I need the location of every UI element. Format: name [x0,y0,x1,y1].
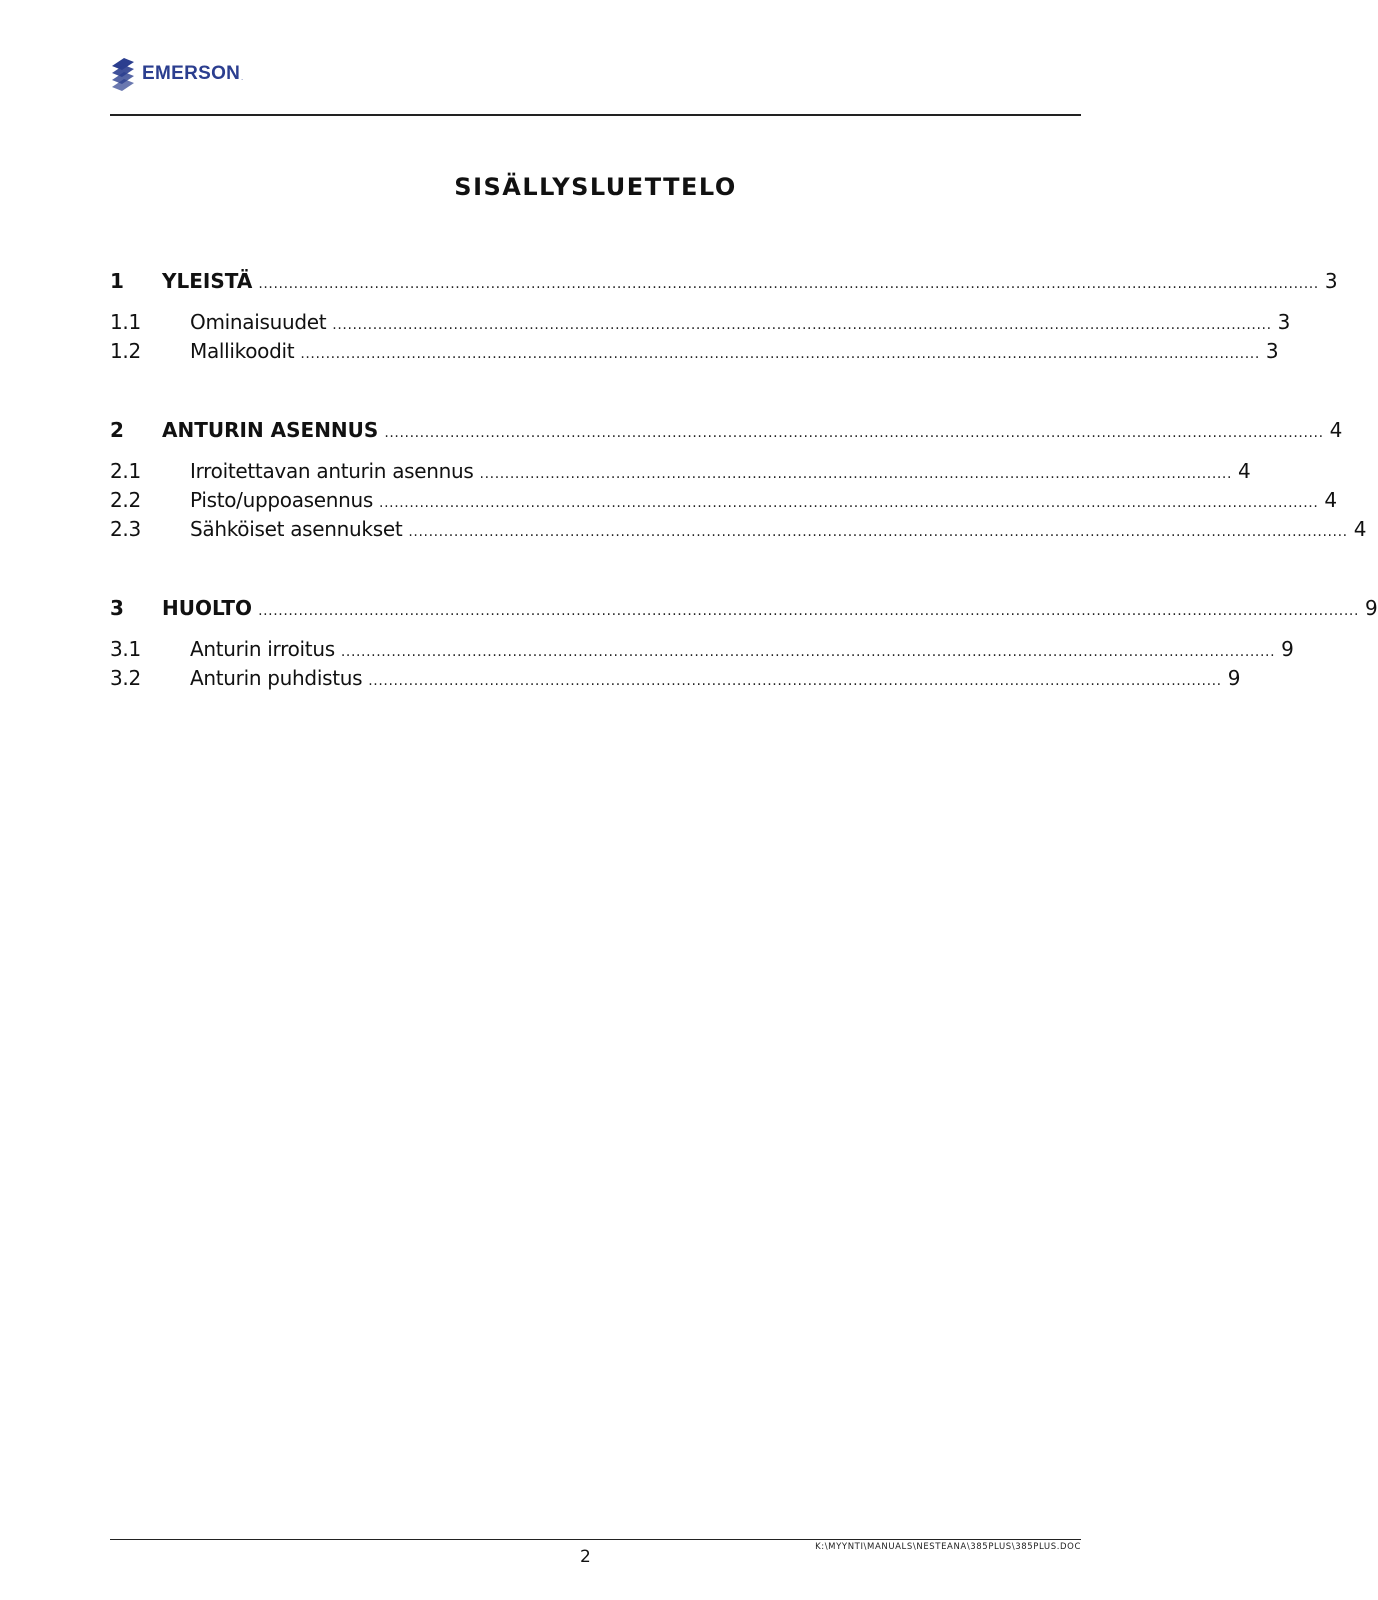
toc-page: 9 [1227,666,1241,690]
logo-trademark: . [241,75,244,82]
toc-entry[interactable] [110,268,1338,297]
toc-page: 3 [1277,310,1291,334]
toc-page: 9 [1281,637,1294,661]
toc-label: ANTURIN ASENNUS [162,418,379,442]
toc-subentry[interactable] [110,665,1241,694]
footer-file-path: K:\MYYNTI\MANUALS\NESTEANA\385PLUS\385PLUS.DOC [815,1542,1081,1552]
toc-label: Mallikoodit [190,339,295,363]
toc-number: 1.1 [110,310,141,334]
toc-page: 3 [1324,269,1338,293]
toc-subentry[interactable] [110,636,1294,665]
emerson-logo-icon [110,56,136,92]
toc-leader: ......................................................................................................................................................................... [368,673,1222,689]
toc-label: Irroitettavan anturin asennus [190,459,474,483]
logo-wordmark: EMERSON [142,63,241,84]
toc-page: 4 [1324,488,1337,512]
toc-page: 9 [1365,596,1378,620]
toc-subentry[interactable] [110,487,1337,516]
toc-number: 2.3 [110,517,141,541]
toc-section-3 [110,595,1378,694]
toc-page: 4 [1329,418,1343,442]
toc-leader: .................................................................................................................................................................................................................. [258,276,1319,292]
toc-label: YLEISTÄ [162,269,253,293]
toc-label: HUOLTO [162,596,253,620]
toc-subentry[interactable] [110,338,1279,367]
toc-leader: ..................................................................................................................................................... [479,466,1233,482]
toc-section-1 [110,268,1338,367]
toc-leader: .......................................................................................................................................................................................... [379,495,1319,511]
toc-leader: .......................................................................................................................................................................................... [332,317,1272,333]
toc-page: 3 [1265,339,1279,363]
toc-number: 3 [110,596,124,620]
toc-subentry[interactable] [110,309,1291,338]
toc-page: 4 [1353,517,1367,541]
toc-entry[interactable] [110,417,1343,446]
toc-section-2 [110,417,1367,545]
toc-number: 3.1 [110,637,141,661]
footer-rule [110,1539,1081,1540]
toc-entry[interactable] [110,595,1378,624]
toc-label: Anturin puhdistus [190,666,363,690]
toc-leader: .......................................................................................................................................................................................... [408,524,1348,540]
toc-leader: .......................................................................................................................................................................................... [384,425,1324,441]
header-rule [110,114,1081,116]
emerson-logo [110,55,243,93]
toc-subentry[interactable] [110,516,1367,545]
toc-subentry[interactable] [110,458,1251,487]
page-title: SISÄLLYSLUETTELO [454,173,737,201]
toc-number: 1 [110,269,124,293]
toc-label: Sähköiset asennukset [190,517,403,541]
toc-number: 3.2 [110,666,141,690]
toc-page: 4 [1238,459,1251,483]
toc-label: Pisto/uppoasennus [190,488,374,512]
toc-label: Anturin irroitus [190,637,335,661]
toc-number: 1.2 [110,339,141,363]
toc-number: 2 [110,418,124,442]
toc-label: Ominaisuudet [190,310,327,334]
toc-leader: ......................................................................................................................................................................................... [340,644,1276,660]
toc-leader: .............................................................................................................................................................................................. [300,346,1260,362]
toc-number: 2.1 [110,459,141,483]
toc-number: 2.2 [110,488,141,512]
footer-page-number: 2 [580,1547,591,1567]
toc-leader: .......................................................................................................................................................................................................................... [258,603,1360,619]
table-of-contents [110,268,1378,744]
